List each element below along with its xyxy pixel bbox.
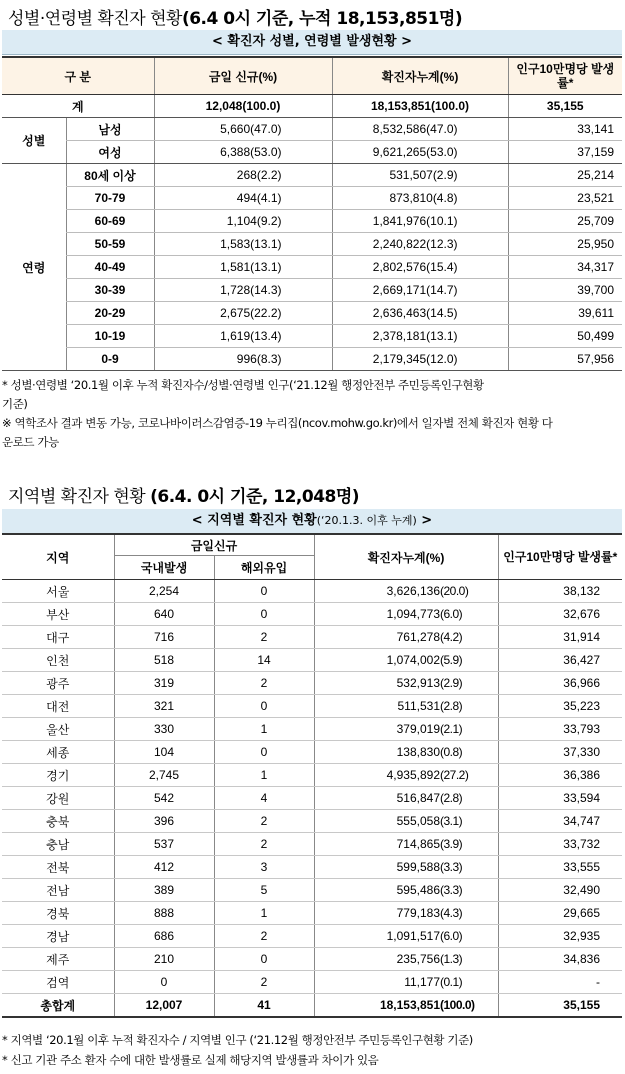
header-new: 금일 신규(%) [154, 57, 332, 95]
total-pct: (100.0) [440, 994, 498, 1018]
row-region: 충북 [2, 810, 114, 833]
row-pct: (3.3) [440, 856, 498, 879]
row-cum: 8,532,586(47.0) [332, 118, 508, 141]
table-row [2, 787, 622, 810]
table-row [2, 210, 622, 233]
row-pct: (2.1) [440, 718, 498, 741]
total-rate: 35,155 [508, 95, 622, 118]
row-region: 경북 [2, 902, 114, 925]
header-region: 지역 [2, 534, 114, 580]
row-rate: 33,594 [498, 787, 622, 810]
section2-subtitle-main: < 지역별 확진자 현황 [191, 513, 317, 528]
section1-subtitle: < 확진자 성별, 연령별 발생현황 > [2, 30, 622, 55]
row-ovs: 0 [214, 603, 314, 626]
region-table [2, 533, 622, 1018]
row-new: 1,104(9.2) [154, 210, 332, 233]
row-rate: 33,555 [498, 856, 622, 879]
total-cumulative: 18,153,851(100.0) [332, 95, 508, 118]
table-row [2, 856, 622, 879]
row-ovs: 2 [214, 925, 314, 948]
row-dom: 537 [114, 833, 214, 856]
row-rate: 32,676 [498, 603, 622, 626]
row-region: 울산 [2, 718, 114, 741]
row-new: 2,675(22.2) [154, 302, 332, 325]
sex-group-label: 성별 [2, 118, 66, 164]
row-region: 강원 [2, 787, 114, 810]
row-rate: 57,956 [508, 348, 622, 371]
row-label: 70-79 [66, 187, 154, 210]
table-row [2, 233, 622, 256]
table-row [2, 141, 622, 164]
note-line: ※ 역학조사 결과 변동 가능, 코로나바이러스감염증-19 누리집(ncov.mohw.go.kr)에서 일자별 전체 확진자 현황 다 [2, 416, 553, 430]
table-row [2, 971, 622, 994]
row-dom: 412 [114, 856, 214, 879]
region-table-body [2, 580, 622, 1018]
header-overseas: 해외유입 [214, 556, 314, 580]
row-new: 1,581(13.1) [154, 256, 332, 279]
row-dom: 2,745 [114, 764, 214, 787]
table-row [2, 718, 622, 741]
sex-age-table-body [2, 95, 622, 371]
row-ovs: 1 [214, 902, 314, 925]
row-rate: 29,665 [498, 902, 622, 925]
row-ovs: 2 [214, 810, 314, 833]
row-rate: 35,223 [498, 695, 622, 718]
row-rate: 23,521 [508, 187, 622, 210]
row-rate: 34,317 [508, 256, 622, 279]
row-rate: 37,330 [498, 741, 622, 764]
row-ovs: 2 [214, 626, 314, 649]
row-region: 충남 [2, 833, 114, 856]
row-rate: 34,747 [498, 810, 622, 833]
table-row [2, 279, 622, 302]
row-ovs: 5 [214, 879, 314, 902]
row-label: 남성 [66, 118, 154, 141]
section2-subtitle-small: (‘20.1.3. 이후 누계) [316, 514, 417, 527]
row-ovs: 2 [214, 833, 314, 856]
sex-age-table [2, 56, 622, 371]
table-row [2, 764, 622, 787]
row-region: 전북 [2, 856, 114, 879]
note-line: * 성별·연령별 ‘20.1월 이후 누적 확진자수/성별·연령별 인구(‘21.12월 행정안전부 주민등록인구현황 [2, 378, 484, 392]
row-dom: 396 [114, 810, 214, 833]
row-label: 40-49 [66, 256, 154, 279]
note-line: 기준) [2, 397, 28, 411]
row-dom: 888 [114, 902, 214, 925]
total-dom: 12,007 [114, 994, 214, 1018]
table-row [2, 626, 622, 649]
table-row [2, 164, 622, 187]
table-row [2, 672, 622, 695]
total-rate: 35,155 [498, 994, 622, 1018]
row-label: 10-19 [66, 325, 154, 348]
row-ovs: 2 [214, 672, 314, 695]
table-row [2, 695, 622, 718]
row-rate: 36,427 [498, 649, 622, 672]
row-cum: 1,094,773 [314, 603, 440, 626]
row-label: 60-69 [66, 210, 154, 233]
row-cum: 555,058 [314, 810, 440, 833]
row-region: 경기 [2, 764, 114, 787]
total-new: 12,048(100.0) [154, 95, 332, 118]
row-new: 1,619(13.4) [154, 325, 332, 348]
row-pct: (2.8) [440, 787, 498, 810]
row-dom: 104 [114, 741, 214, 764]
row-rate: 32,935 [498, 925, 622, 948]
row-new: 494(4.1) [154, 187, 332, 210]
row-dom: 0 [114, 971, 214, 994]
header-rate2: 인구10만명당 발생률* [498, 534, 622, 580]
row-label: 80세 이상 [66, 164, 154, 187]
row-dom: 210 [114, 948, 214, 971]
row-cum: 1,074,002 [314, 649, 440, 672]
row-cum: 2,802,576(15.4) [332, 256, 508, 279]
row-ovs: 0 [214, 948, 314, 971]
row-pct: (0.1) [440, 971, 498, 994]
section2-subtitle [2, 509, 622, 534]
row-region: 전남 [2, 879, 114, 902]
row-cum: 3,626,136 [314, 580, 440, 603]
row-dom: 319 [114, 672, 214, 695]
row-rate: 38,132 [498, 580, 622, 603]
total-cum: 18,153,851 [314, 994, 440, 1018]
row-ovs: 0 [214, 580, 314, 603]
row-rate: 32,490 [498, 879, 622, 902]
row-label: 30-39 [66, 279, 154, 302]
total-row [2, 95, 622, 118]
row-cum: 2,636,463(14.5) [332, 302, 508, 325]
row-cum: 532,913 [314, 672, 440, 695]
row-region: 서울 [2, 580, 114, 603]
row-pct: (3.1) [440, 810, 498, 833]
note-line: * 신고 기관 주소 환자 수에 대한 발생률로 실제 해당지역 발생률과 차이가 있음 [2, 1053, 379, 1067]
row-rate: 36,966 [498, 672, 622, 695]
row-cum: 595,486 [314, 879, 440, 902]
table-row [2, 833, 622, 856]
row-pct: (4.2) [440, 626, 498, 649]
table-row [2, 649, 622, 672]
total-row [2, 994, 622, 1018]
table-row [2, 879, 622, 902]
header-category: 구 분 [2, 57, 154, 95]
row-pct: (5.9) [440, 649, 498, 672]
row-region: 경남 [2, 925, 114, 948]
row-cum: 4,935,892 [314, 764, 440, 787]
table-row [2, 810, 622, 833]
section1-title-bold: (6.4 0시 기준, 누적 18,153,851명) [181, 9, 463, 29]
row-pct: (0.8) [440, 741, 498, 764]
row-rate: 33,732 [498, 833, 622, 856]
row-ovs: 2 [214, 971, 314, 994]
row-pct: (3.9) [440, 833, 498, 856]
table-row [2, 348, 622, 371]
table-row [2, 256, 622, 279]
row-pct: (1.3) [440, 948, 498, 971]
row-dom: 686 [114, 925, 214, 948]
row-cum: 599,588 [314, 856, 440, 879]
row-pct: (6.0) [440, 925, 498, 948]
total-ovs: 41 [214, 994, 314, 1018]
table-row [2, 925, 622, 948]
table-row [2, 580, 622, 603]
row-region: 부산 [2, 603, 114, 626]
row-region: 제주 [2, 948, 114, 971]
row-rate: 39,611 [508, 302, 622, 325]
row-rate: 50,499 [508, 325, 622, 348]
row-label: 20-29 [66, 302, 154, 325]
row-new: 1,728(14.3) [154, 279, 332, 302]
table-row [2, 302, 622, 325]
header-domestic: 국내발생 [114, 556, 214, 580]
row-dom: 321 [114, 695, 214, 718]
row-cum: 2,179,345(12.0) [332, 348, 508, 371]
section2-title-prefix: 지역별 확진자 현황 [8, 487, 146, 507]
section1-title-prefix: 성별·연령별 확진자 현황 [8, 9, 182, 29]
row-cum: 1,091,517 [314, 925, 440, 948]
header-new-group: 금일신규 [114, 534, 314, 556]
table-row [2, 741, 622, 764]
table-row [2, 603, 622, 626]
age-group-label: 연령 [2, 164, 66, 371]
row-region: 광주 [2, 672, 114, 695]
row-cum: 2,240,822(12.3) [332, 233, 508, 256]
row-pct: (27.2) [440, 764, 498, 787]
row-cum: 235,756 [314, 948, 440, 971]
row-new: 6,388(53.0) [154, 141, 332, 164]
row-new: 996(8.3) [154, 348, 332, 371]
note-line: * 지역별 ‘20.1월 이후 누적 확진자수 / 지역별 인구 (‘21.12월 행정안전부 주민등록인구현황 기준) [2, 1033, 473, 1047]
row-rate: 25,950 [508, 233, 622, 256]
row-dom: 330 [114, 718, 214, 741]
row-ovs: 0 [214, 695, 314, 718]
row-cum: 714,865 [314, 833, 440, 856]
row-label: 50-59 [66, 233, 154, 256]
row-cum: 2,378,181(13.1) [332, 325, 508, 348]
row-pct: (6.0) [440, 603, 498, 626]
row-cum: 873,810(4.8) [332, 187, 508, 210]
row-rate: 33,141 [508, 118, 622, 141]
row-region: 인천 [2, 649, 114, 672]
row-cum: 531,507(2.9) [332, 164, 508, 187]
table-row [2, 325, 622, 348]
row-cum: 761,278 [314, 626, 440, 649]
row-dom: 640 [114, 603, 214, 626]
row-ovs: 4 [214, 787, 314, 810]
row-cum: 9,621,265(53.0) [332, 141, 508, 164]
header-cumulative2: 확진자누계(%) [314, 534, 498, 580]
row-ovs: 1 [214, 764, 314, 787]
row-dom: 716 [114, 626, 214, 649]
row-pct: (20.0) [440, 580, 498, 603]
row-rate: 25,214 [508, 164, 622, 187]
row-rate: 36,386 [498, 764, 622, 787]
note-line: 운로드 가능 [2, 435, 59, 449]
row-cum: 1,841,976(10.1) [332, 210, 508, 233]
row-ovs: 0 [214, 741, 314, 764]
row-rate: 31,914 [498, 626, 622, 649]
row-new: 268(2.2) [154, 164, 332, 187]
row-cum: 516,847 [314, 787, 440, 810]
header-rate: 인구10만명당 발생률* [508, 57, 622, 95]
row-pct: (4.3) [440, 902, 498, 925]
section1-title [8, 4, 462, 29]
row-pct: (3.3) [440, 879, 498, 902]
table-row [2, 118, 622, 141]
row-cum: 2,669,171(14.7) [332, 279, 508, 302]
row-dom: 518 [114, 649, 214, 672]
row-rate: 37,159 [508, 141, 622, 164]
header-cumulative: 확진자누계(%) [332, 57, 508, 95]
section2-title-bold: (6.4. 0시 기준, 12,048명) [150, 487, 360, 507]
total-region: 총합계 [2, 994, 114, 1018]
row-region: 세종 [2, 741, 114, 764]
row-dom: 2,254 [114, 580, 214, 603]
row-cum: 511,531 [314, 695, 440, 718]
section2-subtitle-end: > [416, 513, 433, 528]
table-row [2, 948, 622, 971]
row-rate: 33,793 [498, 718, 622, 741]
row-ovs: 14 [214, 649, 314, 672]
row-region: 대구 [2, 626, 114, 649]
row-region: 대전 [2, 695, 114, 718]
row-dom: 389 [114, 879, 214, 902]
row-pct: (2.9) [440, 672, 498, 695]
row-cum: 138,830 [314, 741, 440, 764]
row-rate: 25,709 [508, 210, 622, 233]
row-cum: 11,177 [314, 971, 440, 994]
row-label: 여성 [66, 141, 154, 164]
row-new: 5,660(47.0) [154, 118, 332, 141]
table-row [2, 187, 622, 210]
row-rate: 34,836 [498, 948, 622, 971]
row-rate: - [498, 971, 622, 994]
row-cum: 779,183 [314, 902, 440, 925]
row-ovs: 3 [214, 856, 314, 879]
row-ovs: 1 [214, 718, 314, 741]
row-region: 검역 [2, 971, 114, 994]
row-cum: 379,019 [314, 718, 440, 741]
row-label: 0-9 [66, 348, 154, 371]
section2-title [8, 482, 359, 507]
row-rate: 39,700 [508, 279, 622, 302]
table-row [2, 902, 622, 925]
total-label: 계 [2, 95, 154, 118]
row-pct: (2.8) [440, 695, 498, 718]
row-dom: 542 [114, 787, 214, 810]
row-new: 1,583(13.1) [154, 233, 332, 256]
